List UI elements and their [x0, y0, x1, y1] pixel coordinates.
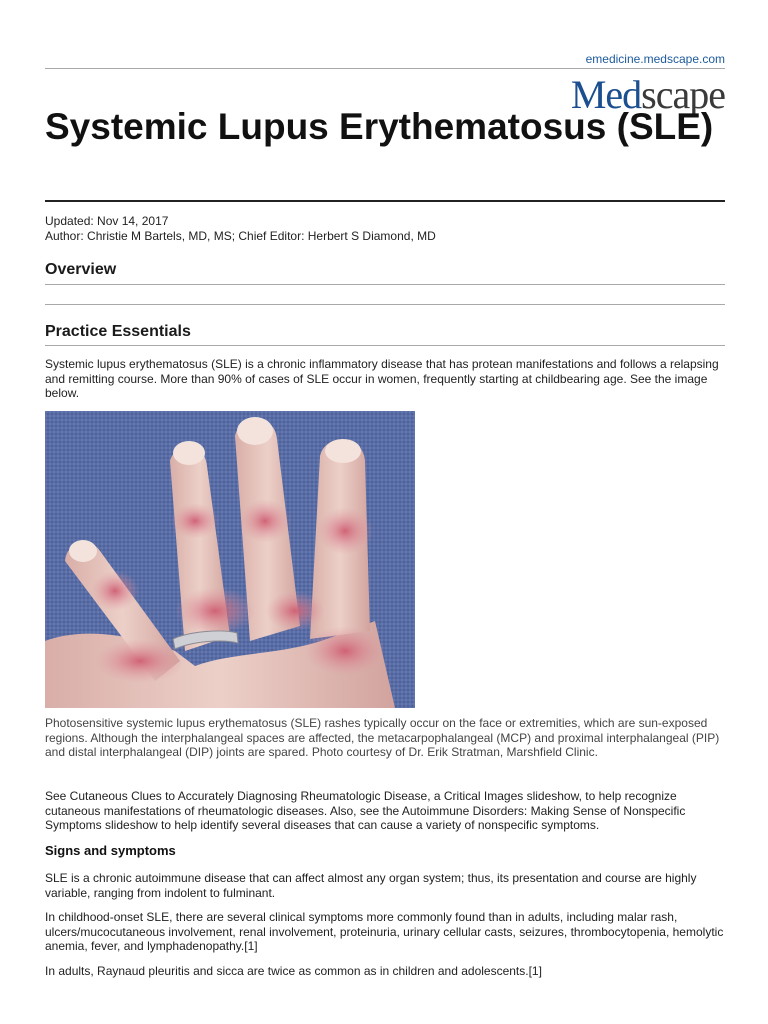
section-heading-signs-symptoms: Signs and symptoms [45, 843, 176, 858]
author-line: Author: Christie M Bartels, MD, MS; Chief Editor: Herbert S Diamond, MD [45, 229, 436, 243]
section-heading-overview: Overview [45, 261, 117, 278]
figure-caption: Photosensitive systemic lupus erythematosus (SLE) rashes typically occur on the face or extremities, which are sun-exposed regions. Although the interphalangeal spaces are affected, the metacarpophalangeal (MCP) and proximal interphalangeal (PIP) and distal interphalangeal (DIP) joints are spared. Photo courtesy of Dr. Erik Stratman, Marshfield Clinic. [45, 716, 720, 759]
logo-text-med: Med [570, 72, 642, 117]
header-divider [45, 68, 725, 69]
overview-divider-bottom [45, 304, 725, 305]
intro-paragraph: Systemic lupus erythematosus (SLE) is a chronic inflammatory disease that has protean manifestations and follows a relapsing and remitting course. More than 90% of cases of SLE occur in women, frequently starting at childbearing age. See the image below. [45, 357, 719, 400]
essentials-divider [45, 345, 725, 346]
section-heading-practice-essentials: Practice Essentials [45, 323, 191, 340]
title-divider [45, 200, 725, 202]
signs-paragraph-2: In childhood-onset SLE, there are several clinical symptoms more commonly found than in adults, including malar rash, ulcers/mucocutaneous involvement, renal involvement, proteinuria, urinary cellular casts, seizures, thrombocytopenia, hemolytic anemia, fever, and lymphadenopathy.[1] [45, 910, 724, 953]
signs-paragraph-3: In adults, Raynaud pleuritis and sicca are twice as common as in children and adolescents.[1] [45, 964, 542, 978]
sle-hand-rash-photo [45, 411, 415, 708]
see-also-paragraph: See Cutaneous Clues to Accurately Diagnosing Rheumatologic Disease, a Critical Images slideshow, to help recognize cutaneous manifestations of rheumatologic diseases. Also, see the Autoimmune Disorders: Making Sense of Nonspecific Symptoms slideshow to help identify several diseases that can cause a variety of nonspecific symptoms. [45, 789, 686, 832]
overview-divider-top [45, 284, 725, 285]
article-title: Systemic Lupus Erythematosus (SLE) [45, 106, 714, 147]
article-meta [45, 214, 436, 244]
updated-date: Updated: Nov 14, 2017 [45, 214, 169, 228]
signs-paragraph-1: SLE is a chronic autoimmune disease that can affect almost any organ system; thus, its presentation and course are highly variable, ranging from indolent to fulminant. [45, 871, 697, 900]
site-url-link[interactable]: emedicine.medscape.com [585, 52, 725, 66]
logo-text-scape: scape [641, 72, 725, 117]
